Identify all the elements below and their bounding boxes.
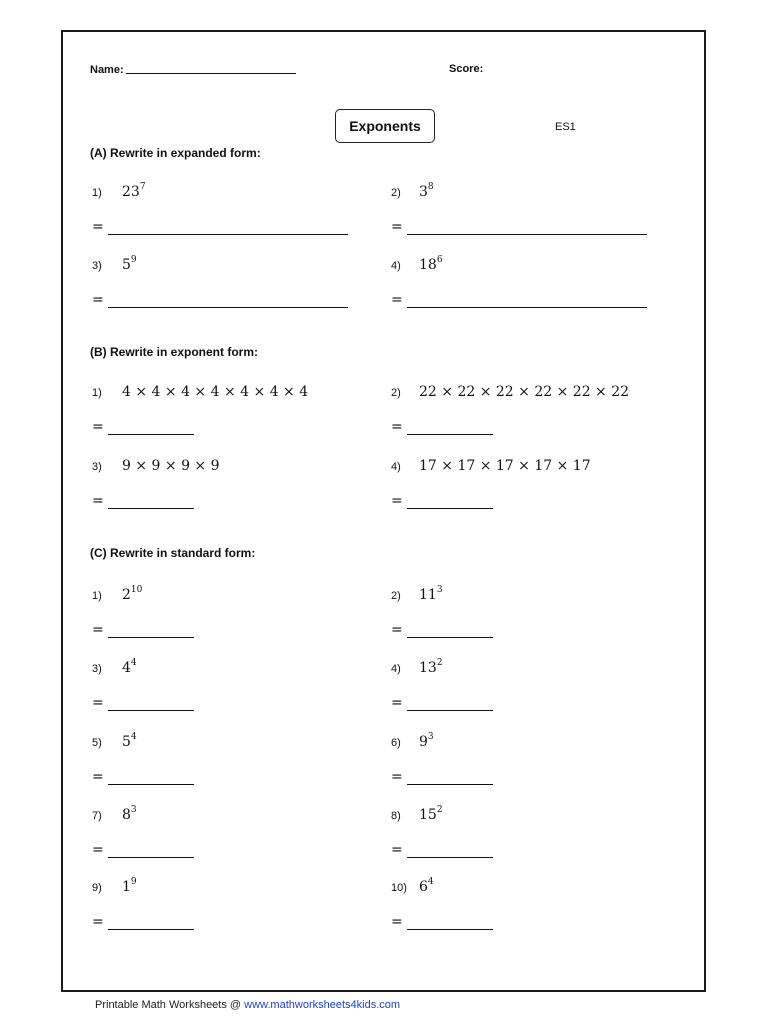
question-expression: [419, 660, 443, 676]
question-number: 9): [92, 882, 102, 894]
question-number: 3): [92, 461, 102, 473]
question-expression: [122, 807, 137, 823]
exponent-base: 3: [419, 184, 428, 200]
question-number: 4): [391, 461, 401, 473]
exponent-base: 18: [419, 257, 437, 273]
answer-line[interactable]: [407, 857, 493, 858]
question-expression: [122, 184, 146, 200]
question-expression: [419, 807, 443, 823]
exponent-power: 8: [427, 182, 434, 192]
answer-line[interactable]: [108, 929, 194, 930]
question-number: 8): [391, 810, 401, 822]
exponent-power: 10: [130, 585, 143, 595]
question-number: 10): [391, 882, 407, 894]
equals-sign: =: [92, 914, 104, 930]
answer-line[interactable]: [407, 710, 493, 711]
exponent-base: 2: [122, 587, 131, 603]
answer-line[interactable]: [407, 434, 493, 435]
question-expression: [122, 660, 137, 676]
answer-line[interactable]: [407, 637, 493, 638]
exponent-power: 6: [436, 255, 443, 265]
exponent-power: 4: [427, 877, 434, 887]
exponent-base: 4: [122, 660, 131, 676]
question-number: 6): [391, 737, 401, 749]
equals-sign: =: [391, 695, 403, 711]
worksheet-border: [61, 30, 706, 992]
footer-link[interactable]: www.mathworksheets4kids.com: [244, 999, 401, 1011]
exponent-base: 23: [122, 184, 140, 200]
equals-sign: =: [391, 622, 403, 638]
score-label: Score:: [449, 63, 484, 75]
question-number: 7): [92, 810, 102, 822]
exponent-power: 3: [427, 732, 434, 742]
question-expression: [419, 734, 434, 750]
equals-sign: =: [391, 493, 403, 509]
question-expression: [419, 587, 443, 603]
answer-line[interactable]: [108, 508, 194, 509]
footer-text: Printable Math Worksheets @: [95, 999, 245, 1011]
answer-line[interactable]: [108, 434, 194, 435]
worksheet-code: ES1: [555, 121, 576, 133]
exponent-base: 8: [122, 807, 131, 823]
question-expression: 17 × 17 × 17 × 17 × 17: [419, 458, 591, 474]
question-expression: 22 × 22 × 22 × 22 × 22 × 22: [419, 384, 630, 400]
equals-sign: =: [391, 842, 403, 858]
exponent-base: 5: [122, 257, 131, 273]
section-heading: (B) Rewrite in exponent form:: [90, 345, 259, 359]
answer-line[interactable]: [407, 784, 493, 785]
answer-line[interactable]: [407, 307, 647, 308]
exponent-base: 9: [419, 734, 428, 750]
answer-line[interactable]: [108, 307, 348, 308]
question-number: 1): [92, 187, 102, 199]
equals-sign: =: [92, 292, 104, 308]
exponent-power: 3: [436, 585, 443, 595]
question-number: 2): [391, 590, 401, 602]
equals-sign: =: [391, 419, 403, 435]
answer-line[interactable]: [407, 929, 493, 930]
exponent-power: 4: [130, 658, 137, 668]
exponent-power: 7: [139, 182, 146, 192]
equals-sign: =: [92, 493, 104, 509]
question-number: 1): [92, 590, 102, 602]
question-expression: [419, 184, 434, 200]
question-expression: [419, 879, 434, 895]
question-expression: [122, 587, 142, 603]
equals-sign: =: [391, 219, 403, 235]
exponent-base: 5: [122, 734, 131, 750]
answer-line[interactable]: [108, 710, 194, 711]
worksheet-title: Exponents: [335, 109, 435, 143]
question-number: 3): [92, 663, 102, 675]
exponent-base: 15: [419, 807, 437, 823]
question-number: 2): [391, 187, 401, 199]
section-heading: (C) Rewrite in standard form:: [90, 546, 256, 560]
question-expression: [419, 257, 443, 273]
question-expression: [122, 734, 137, 750]
question-number: 2): [391, 387, 401, 399]
question-expression: [122, 257, 137, 273]
answer-line[interactable]: [407, 234, 647, 235]
exponent-power: 2: [436, 805, 443, 815]
name-label: Name:: [90, 64, 124, 76]
question-expression: 9 × 9 × 9 × 9: [122, 458, 220, 474]
question-number: 5): [92, 737, 102, 749]
exponent-base: 1: [122, 879, 131, 895]
question-expression: [122, 879, 137, 895]
equals-sign: =: [92, 842, 104, 858]
question-number: 3): [92, 260, 102, 272]
equals-sign: =: [92, 769, 104, 785]
exponent-power: 2: [436, 658, 443, 668]
equals-sign: =: [391, 292, 403, 308]
equals-sign: =: [391, 769, 403, 785]
exponent-power: 9: [130, 877, 137, 887]
equals-sign: =: [92, 219, 104, 235]
exponent-base: 6: [419, 879, 428, 895]
equals-sign: =: [92, 622, 104, 638]
exponent-base: 13: [419, 660, 437, 676]
question-number: 1): [92, 387, 102, 399]
name-field[interactable]: [90, 63, 296, 76]
name-line[interactable]: [126, 63, 296, 74]
answer-line[interactable]: [108, 784, 194, 785]
equals-sign: =: [92, 419, 104, 435]
section-heading: (A) Rewrite in expanded form:: [90, 146, 261, 160]
answer-line[interactable]: [108, 637, 194, 638]
question-number: 4): [391, 663, 401, 675]
answer-line[interactable]: [407, 508, 493, 509]
equals-sign: =: [391, 914, 403, 930]
exponent-power: 4: [130, 732, 137, 742]
answer-line[interactable]: [108, 234, 348, 235]
equals-sign: =: [92, 695, 104, 711]
exponent-power: 3: [130, 805, 137, 815]
question-number: 4): [391, 260, 401, 272]
question-expression: 4 × 4 × 4 × 4 × 4 × 4 × 4: [122, 384, 309, 400]
exponent-power: 9: [130, 255, 137, 265]
exponent-base: 11: [419, 587, 437, 603]
footer: [95, 999, 400, 1011]
answer-line[interactable]: [108, 857, 194, 858]
